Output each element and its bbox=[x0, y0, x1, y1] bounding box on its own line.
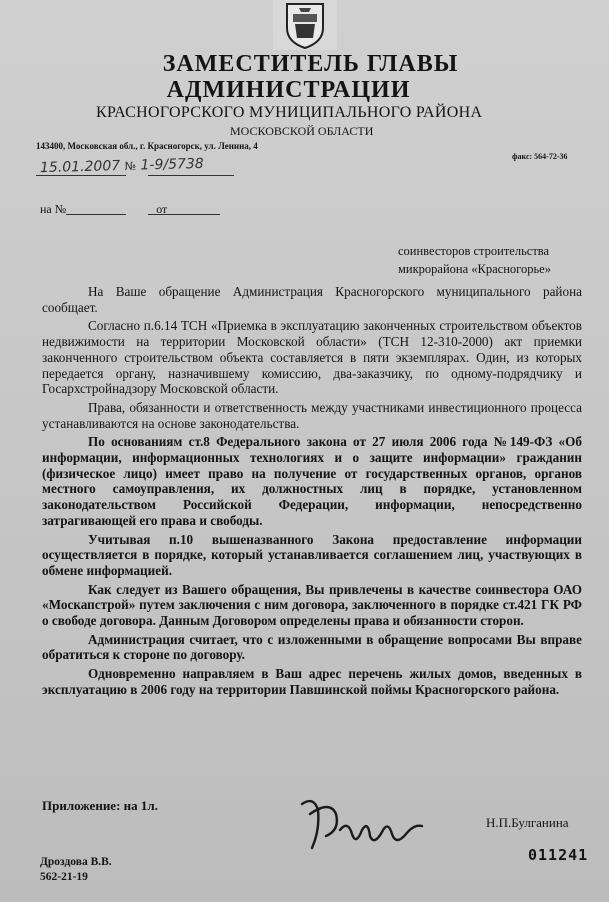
recipient-line2: микрорайона «Красногорье» bbox=[398, 262, 551, 276]
header-title-line2: АДМИНИСТРАЦИИ bbox=[166, 77, 411, 103]
performer-phone: 562-21-19 bbox=[40, 871, 88, 883]
reference-no-label: на № bbox=[40, 202, 67, 216]
reference-no-blank bbox=[66, 214, 126, 215]
paragraph: Права, обязанности и ответственность между участниками инвестиционного процесса устанавливаются на основе законодательства. bbox=[42, 399, 582, 431]
paragraph: Учитывая п.10 вышеназванного Закона предоставление информации осуществляется в порядке, который устанавливается соглашением лиц, участвующих в обмене информацией. bbox=[42, 531, 582, 578]
coat-of-arms-icon bbox=[273, 0, 337, 50]
outgoing-number: 1-9/5738 bbox=[140, 155, 204, 174]
number-underline bbox=[148, 175, 234, 176]
reference-from-label: от bbox=[156, 202, 168, 216]
appendix-note: Приложение: на 1л. bbox=[42, 798, 158, 813]
paragraph: Одновременно направляем в Ваш адрес перечень жилых домов, введенных в эксплуатацию в 2006 году на территории Павшинской поймы Красногорского района. bbox=[42, 666, 582, 697]
header-address: 143400, Московская обл., г. Красногорск, ул. Ленина, 4 bbox=[36, 141, 258, 151]
letter-body bbox=[42, 284, 582, 701]
outgoing-date: 15.01.2007 bbox=[39, 158, 121, 177]
performer-name: Дроздова В.В. bbox=[40, 856, 112, 868]
handwritten-signature bbox=[296, 790, 426, 860]
header-title-line1: ЗАМЕСТИТЕЛЬ ГЛАВЫ bbox=[162, 51, 459, 77]
header-district: КРАСНОГОРСКОГО МУНИЦИПАЛЬНОГО РАЙОНА bbox=[96, 104, 483, 121]
paragraph: По основаниям ст.8 Федерального закона от 27 июля 2006 года №149-ФЗ «Об информации, информационных технологиях и о защите информации» гражданин (физическое лицо) имеет право на получение от государственных органов, органов местного самоуправления, их должностных лиц в порядке, установленном законодательством Российской Федерации, информации, непосредственно затрагивающей его права и свободы. bbox=[42, 434, 582, 528]
header-fax: факс: 564-72-36 bbox=[512, 152, 568, 161]
performer-block bbox=[40, 855, 112, 885]
outgoing-date-number bbox=[40, 156, 204, 176]
reference-from-blank bbox=[148, 214, 220, 215]
paragraph: Как следует из Вашего обращения, Вы привлечены в качестве соинвестора ОАО «Москапстрой» путем заключения с ним договора, заключенного в порядке ст.421 ГК РФ о свободе договора. Данным Договором определены права и обязанности сторон. bbox=[42, 581, 582, 629]
signer-name: Н.П.Булганина bbox=[486, 815, 569, 830]
paragraph: Администрация считает, что с изложенными в обращение вопросами Вы вправе обратиться к стороне по договору. bbox=[42, 631, 582, 663]
paragraph: Согласно п.6.14 ТСН «Приемка в эксплуатацию законченных строительством объектов недвижимости на территории Московской области» (ТСН 12-310-2000) акт приемки законченного строительством объекта составляется в пяти экземплярах. Один, из которых передается органу, назначившему комиссию, два-заказчику, по одному-подрядчику и Госархстройнадзору Московской области. bbox=[42, 318, 582, 397]
paragraph: На Ваше обращение Администрация Красногорского муниципального района сообщает. bbox=[42, 284, 582, 315]
header-region: МОСКОВСКОЙ ОБЛАСТИ bbox=[230, 124, 374, 138]
outgoing-number-label: № bbox=[124, 159, 137, 173]
recipient-line1: соинвесторов строительства bbox=[398, 244, 550, 258]
serial-number: 011241 bbox=[528, 846, 589, 864]
date-underline bbox=[36, 175, 126, 176]
